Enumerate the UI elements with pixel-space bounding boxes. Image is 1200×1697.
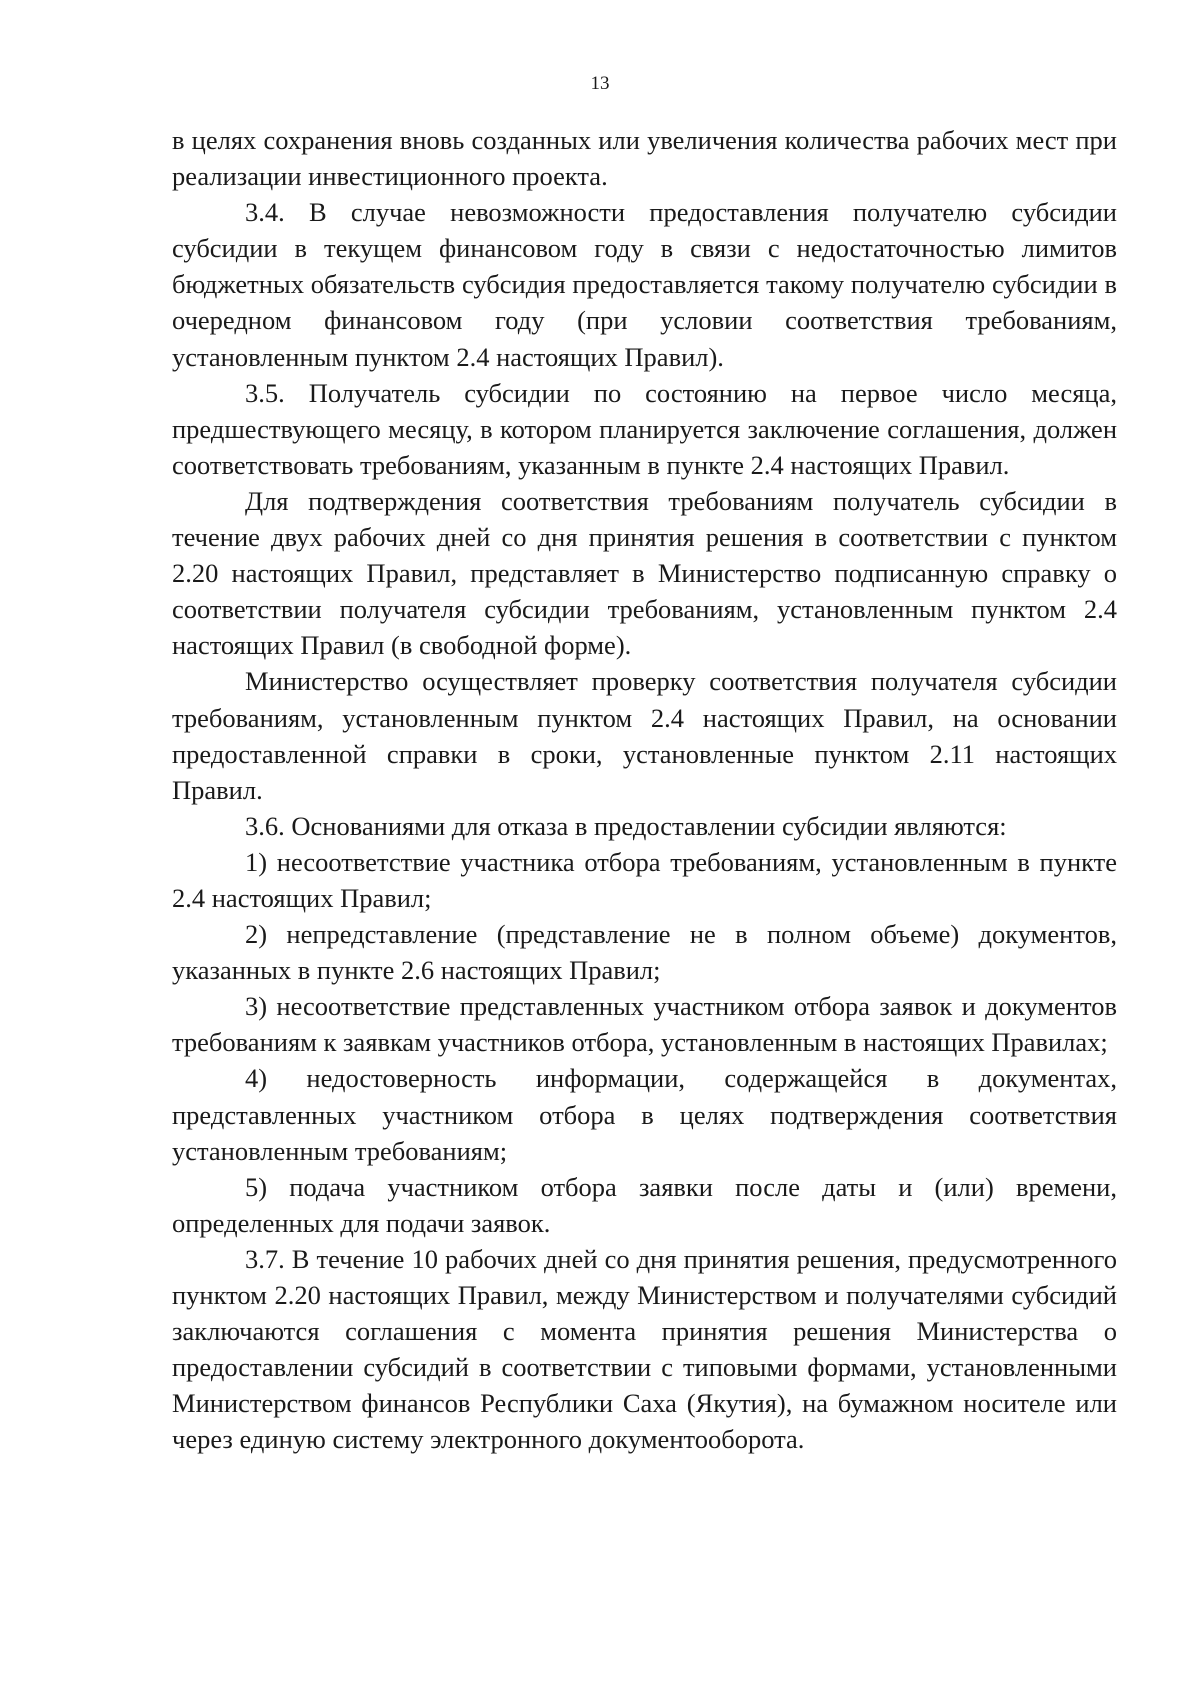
paragraph-3-6: 3.6. Основаниями для отказа в предоставлении субсидии являются: [245, 810, 1007, 841]
paragraph-3-4: 3.4. В случае невозможности предоставления получателю субсидии субсидии в текущем финансовом году в связи с недостаточностью лимитов бюджетных обязательств субсидия предоставляется такому получателю субсидии в очередном финансовом году (при условии соответствия требованиям, установленным пунктом 2.4 настоящих Правил). [172, 197, 1117, 372]
list-item-1: 1) несоответствие участника отбора требованиям, установленным в пункте 2.4 настоящих Правил; [172, 846, 1117, 913]
list-item-2: 2) непредставление (представление не в полном объеме) документов, указанных в пункте 2.6 настоящих Правил; [172, 919, 1117, 986]
list-item-4: 4) недостоверность информации, содержащейся в документах, представленных участником отбора в целях подтверждения соответствия установленным требованиям; [172, 1063, 1117, 1166]
document-body [172, 122, 1117, 1457]
list-item-3: 3) несоответствие представленных участником отбора заявок и документов требованиям к заявкам участников отбора, установленным в настоящих Правилах; [172, 991, 1117, 1058]
paragraph-ministry-check: Министерство осуществляет проверку соответствия получателя субсидии требованиям, установленным пунктом 2.4 настоящих Правил, на основании предоставленной справки в сроки, установленные пунктом 2.11 настоящих Правил. [172, 666, 1117, 805]
paragraph-3-7: 3.7. В течение 10 рабочих дней со дня принятия решения, предусмотренного пунктом 2.20 настоящих Правил, между Министерством и получателями субсидий заключаются соглашения с момента принятия решения Министерства о предоставлении субсидий в соответствии с типовыми формами, установленными Министерством финансов Республики Саха (Якутия), на бумажном носителе или через единую систему электронного документооборота. [172, 1243, 1117, 1455]
paragraph-confirmation: Для подтверждения соответствия требованиям получатель субсидии в течение двух рабочих дней со дня принятия решения в соответствии с пунктом 2.20 настоящих Правил, представляет в Министерство подписанную справку о соответствии получателя субсидии требованиям, установленным пунктом 2.4 настоящих Правил (в свободной форме). [172, 485, 1117, 661]
paragraph-continuation: в целях сохранения вновь созданных или увеличения количества рабочих мест при реализации инвестиционного проекта. [172, 125, 1117, 192]
paragraph-3-5: 3.5. Получатель субсидии по состоянию на первое число месяца, предшествующего месяцу, в котором планируется заключение соглашения, должен соответствовать требованиям, указанным в пункте 2.4 настоящих Правил. [172, 377, 1117, 480]
page-number: 13 [590, 73, 610, 94]
list-item-5: 5) подача участником отбора заявки после даты и (или) времени, определенных для подачи заявок. [172, 1171, 1117, 1238]
